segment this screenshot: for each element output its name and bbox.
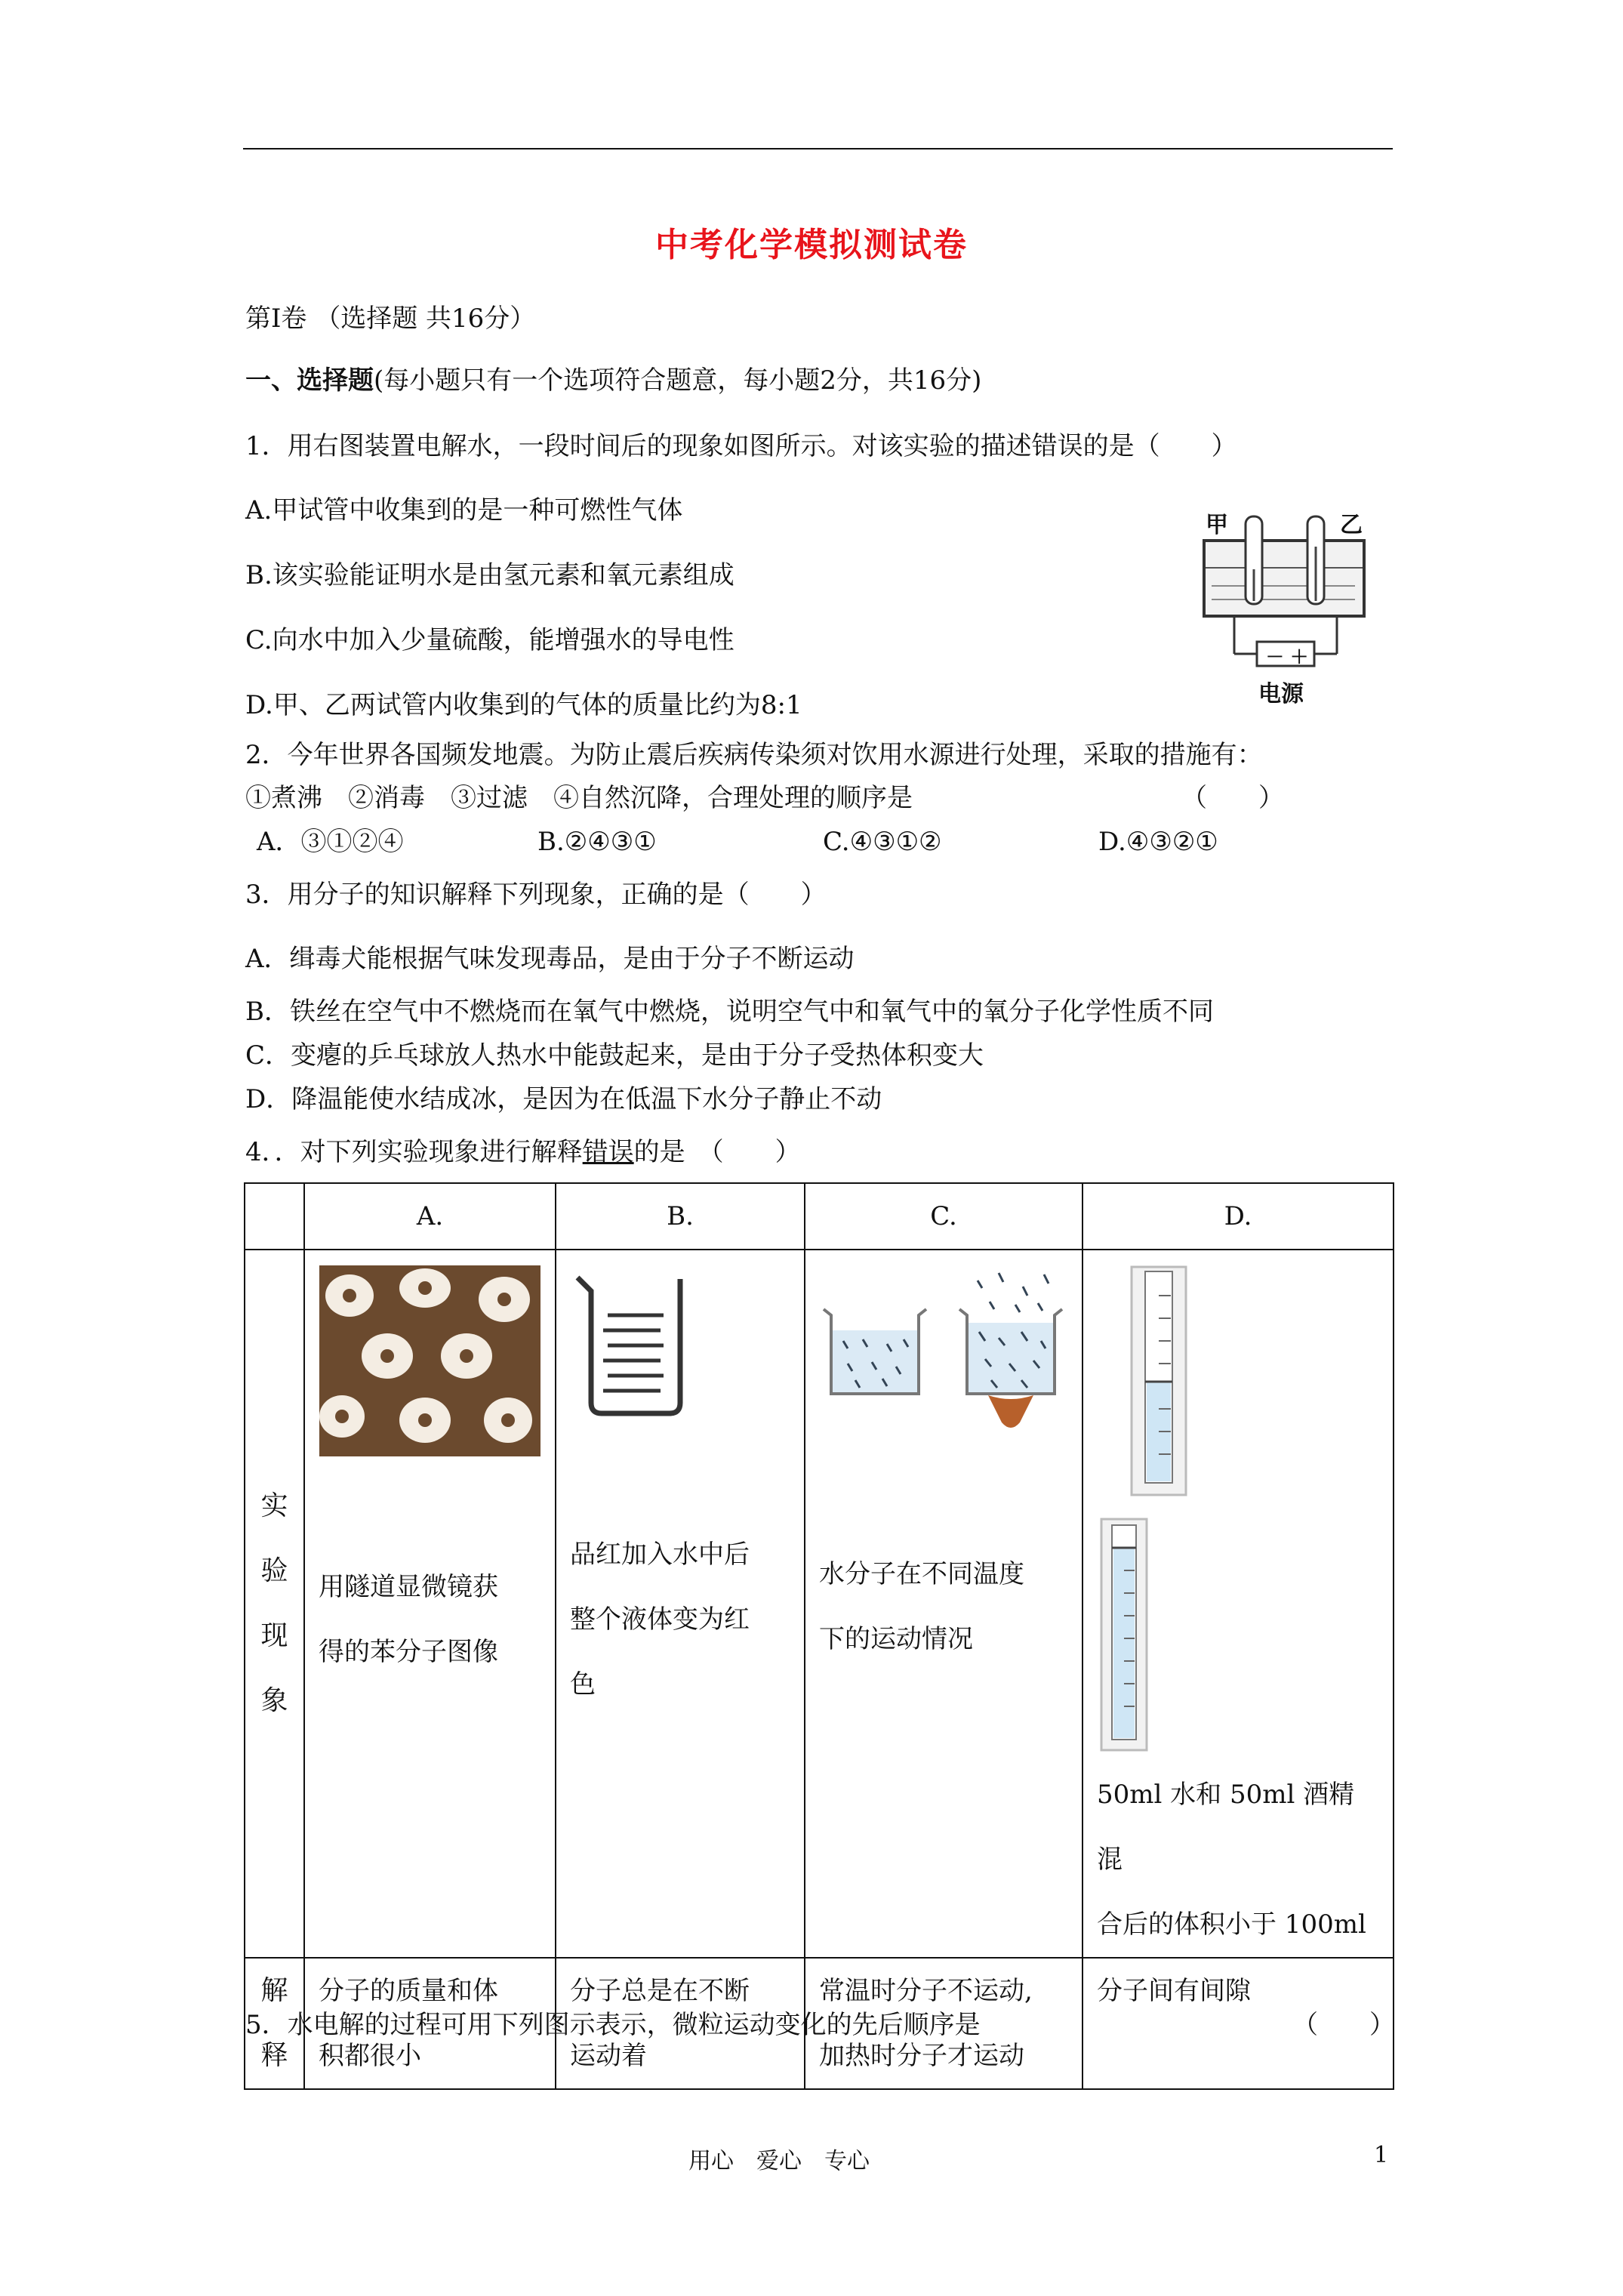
experiment-table — [244, 1182, 1394, 2090]
phenomenon-d-text — [1083, 1762, 1393, 1957]
cell-line: 合后的体积小于 100ml — [1097, 1909, 1366, 1940]
header-b: B. — [556, 1183, 805, 1250]
cell-line: 加热时分子才运动 — [819, 2041, 1024, 2071]
q2-stem-line1: 2．今年世界各国频发地震。为防止震后疾病传染须对饮用水源进行处理，采取的措施有： — [245, 740, 1263, 770]
header-a: A. — [304, 1183, 556, 1250]
cell-line: 运动着 — [570, 2041, 647, 2071]
page-title: 中考化学模拟测试卷 — [655, 226, 968, 264]
q2-option-a: A．③①②④ — [257, 827, 404, 857]
header-d: D. — [1083, 1183, 1394, 1250]
q3-option-b: B．铁丝在空气中不燃烧而在氧气中燃烧，说明空气中和氧气中的氧分子化学性质不同 — [245, 997, 1214, 1027]
cell-line: 用隧道显微镜获 — [319, 1572, 498, 1602]
q3-option-a: A．缉毒犬能根据气味发现毒品，是由于分子不断运动 — [245, 944, 855, 974]
phenomenon-d — [1083, 1250, 1394, 1958]
q5-answer-bracket: （ ） — [1292, 2010, 1395, 2040]
header-c: C. — [805, 1183, 1083, 1250]
q2-option-d: D.④③②① — [1098, 827, 1218, 857]
power-source-label: 电源 — [1258, 681, 1304, 707]
q4-stem-pre: 4．．对下列实验现象进行解释 — [245, 1137, 583, 1167]
part-heading-note: (每小题只有一个选项符合题意，每小题2分，共16分) — [374, 365, 982, 396]
phenomenon-b-text — [556, 1522, 804, 1717]
q3-stem: 3．用分子的知识解释下列现象，正确的是（ ） — [245, 880, 827, 910]
cell-line: 得的苯分子图像 — [319, 1637, 498, 1667]
row-label-phenomenon — [245, 1250, 304, 1958]
q4-stem — [245, 1136, 801, 1169]
q4-stem-emphasis: 错误 — [582, 1137, 634, 1167]
label-char: 释 — [260, 2040, 288, 2071]
beaker-image — [571, 1268, 685, 1419]
section-header: 第Ⅰ卷 （选择题 共16分） — [245, 304, 536, 334]
q2-option-b: B.②④③① — [537, 827, 657, 857]
label-char: 现 — [260, 1620, 288, 1651]
cell-line: 分子间有间隙 — [1097, 1976, 1251, 2006]
q3-option-d: D．降温能使水结成冰，是因为在低温下水分子静止不动 — [245, 1084, 882, 1114]
graduated-cylinder-1 — [1129, 1265, 1189, 1496]
tube-yi-label: 乙 — [1340, 512, 1363, 538]
phenomenon-c-text — [805, 1542, 1082, 1672]
part-heading — [245, 364, 981, 397]
cell-line: 积都很小 — [319, 2041, 421, 2071]
footer-motto: 用心 爱心 专心 — [688, 2148, 870, 2174]
cell-line: 分子的质量和体 — [319, 1976, 498, 2006]
phenomenon-b — [556, 1250, 805, 1958]
page-number: 1 — [1374, 2142, 1389, 2168]
cell-line: 常温时分子不运动, — [819, 1976, 1033, 2006]
header-corner — [245, 1183, 304, 1250]
q2-option-c: C.④③①② — [823, 827, 942, 857]
q1-option-c: C.向水中加入少量硫酸，能增强水的导电性 — [245, 625, 735, 655]
q1-option-b: B.该实验能证明水是由氢元素和氧元素组成 — [245, 560, 735, 590]
label-char: 验 — [260, 1555, 288, 1586]
cell-line: 整个液体变为红 — [570, 1604, 750, 1635]
q1-option-a: A.甲试管中收集到的是一种可燃性气体 — [245, 495, 683, 525]
q4-stem-post: 的是 （ ） — [633, 1137, 801, 1167]
table-header-row — [245, 1183, 1394, 1250]
cell-line: 水分子在不同温度 — [819, 1559, 1024, 1589]
power-terminals: － ＋ — [1265, 646, 1309, 667]
q2-answer-bracket: （ ） — [1181, 783, 1284, 813]
electrolysis-figure — [1189, 498, 1384, 725]
table-row-phenomenon — [245, 1250, 1394, 1958]
label-char: 解 — [260, 1975, 288, 2006]
q1-option-d: D.甲、乙两试管内收集到的气体的质量比约为8:1 — [245, 690, 802, 720]
phenomenon-c — [805, 1250, 1083, 1958]
cell-line: 色 — [570, 1669, 596, 1700]
q5-stem: 5．水电解的过程可用下列图示表示，微粒运动变化的先后顺序是 — [245, 2010, 981, 2040]
phenomenon-a — [304, 1250, 556, 1958]
water-molecules-image — [818, 1265, 1074, 1435]
tube-jia-label: 甲 — [1206, 512, 1228, 538]
cell-line: 下的运动情况 — [819, 1624, 973, 1654]
header-rule — [243, 148, 1393, 149]
q3-option-c: C．变瘪的乒乓球放人热水中能鼓起来，是由于分子受热体积变大 — [245, 1040, 984, 1071]
cell-line: 分子总是在不断 — [570, 1976, 750, 2006]
cell-line: 品红加入水中后 — [570, 1539, 750, 1570]
label-char: 实 — [260, 1490, 288, 1521]
label-char: 象 — [260, 1685, 288, 1716]
q1-stem: 1．用右图装置电解水，一段时间后的现象如图所示。对该实验的描述错误的是（ ） — [245, 431, 1237, 461]
cell-line: 50ml 水和 50ml 酒精混 — [1097, 1780, 1355, 1875]
phenomenon-a-text — [305, 1555, 555, 1684]
benzene-stm-image — [319, 1265, 540, 1456]
graduated-cylinder-2 — [1100, 1518, 1148, 1752]
part-heading-label: 一、选择题 — [245, 365, 374, 396]
q2-stem-line2: ①煮沸 ②消毒 ③过滤 ④自然沉降，合理处理的顺序是 — [245, 783, 913, 813]
